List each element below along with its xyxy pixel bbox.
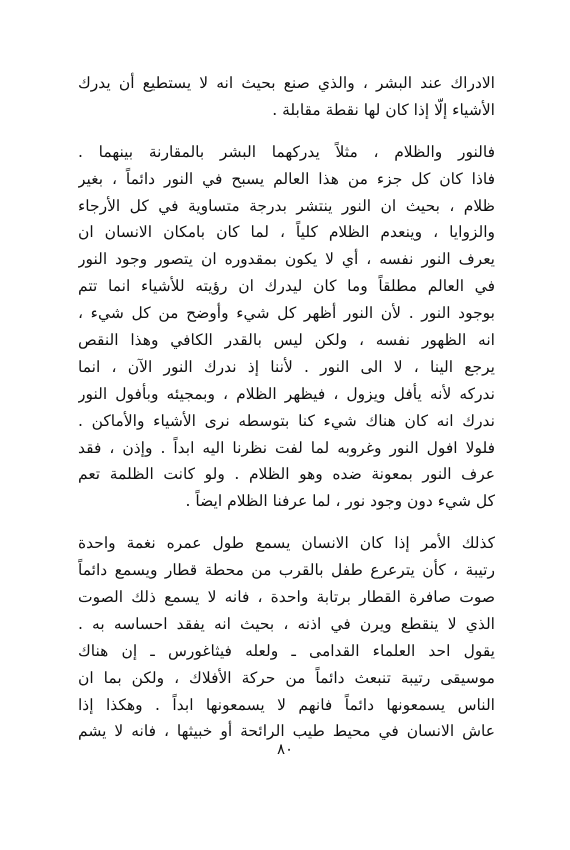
text-line: كذلك الأمر إذا كان الانسان يسمع طول عمره نغمة واحدة xyxy=(78,534,495,553)
text-line: كل شيء دون وجود نور ، لما عرفنا الظلام ايضاً . xyxy=(185,492,495,511)
text-line: فاذا كان كل جزء من هذا العالم يسبح في النور دائماً ، بغير xyxy=(78,169,495,188)
text-line: عاش الانسان في محيط طيب الرائحة أو خبيثها ، فانه لا يشم xyxy=(78,722,495,741)
text-line: والزوايا ، وينعدم الظلام كلياً ، لما كان بامكان الانسان ان xyxy=(78,223,495,242)
text-line: فالنور والظلام ، مثلاً يدركهما البشر بالمقارنة بينهما . xyxy=(78,142,495,161)
text-line: فلولا افول النور وغروبه لما لفت نظرنا اليه ابداً . وإذن ، فقد xyxy=(78,438,495,457)
text-line: يرجع الينا ، لا الى النور . لأننا إذ ندرك النور الآن ، انما xyxy=(78,357,495,376)
text-line: يعرف النور نفسه ، أي لا يكون بمقدوره ان يتصور وجود النور xyxy=(78,250,495,269)
text-line: صوت صافرة القطار برتابة واحدة ، فانه لا يسمع ذلك الصوت xyxy=(78,588,495,607)
page-body xyxy=(78,70,495,745)
text-line: الأشياء إلّا إذا كان لها نقطة مقابلة . xyxy=(272,100,495,119)
text-line: الناس يسمعونها دائماً فانهم لا يسمعونها ابداً . وهكذا إذا xyxy=(78,695,495,714)
text-line: الذي لا ينقطع ويرن في اذنه ، بحيث انه يفقد احساسه به . xyxy=(78,614,495,633)
text-line: الادراك عند البشر ، والذي صنع بحيث انه لا يستطيع أن يدرك xyxy=(78,74,495,92)
text-line: ظلام ، بحيث ان النور ينتشر بدرجة متساوية في كل الأرجاء xyxy=(78,196,495,215)
text-line: يقول احد العلماء القدامى ـ ولعله فيثاغورس ـ إن هناك xyxy=(78,641,495,660)
page-number: ٨٠ xyxy=(276,740,294,758)
text-line: ندرك انه كان هناك شيء كنا بتوسطه نرى الأشياء والأماكن . xyxy=(78,411,495,430)
text-line: انه الظهور نفسه ، ولكن ليس بالقدر الكافي وهذا النقص xyxy=(78,331,495,350)
paragraph-1 xyxy=(78,70,495,124)
text-line: في العالم مطلقاً وما كان ليدرك ان رؤيته للأشياء انما تتم xyxy=(78,277,495,296)
text-line: عرف النور بمعونة ضده وهو الظلام . ولو كانت الظلمة تعم xyxy=(78,465,495,484)
text-line: رتيبة ، كأن يترعرع طفل بالقرب من محطة قطار ويسمع دائماً xyxy=(78,561,495,580)
text-line: ندركه لأنه يأفل ويزول ، فيظهر الظلام ، وبمجيئه وبأفول النور xyxy=(78,384,495,403)
text-line: موسيقى رتيبة تنبعث دائماً من حركة الأفلاك ، ولكن بما ان xyxy=(78,668,495,687)
paragraph-3 xyxy=(78,530,495,745)
paragraph-2 xyxy=(78,139,495,515)
text-line: بوجود النور . لأن النور أظهر كل شيء وأوضح من كل شيء ، xyxy=(78,304,495,323)
